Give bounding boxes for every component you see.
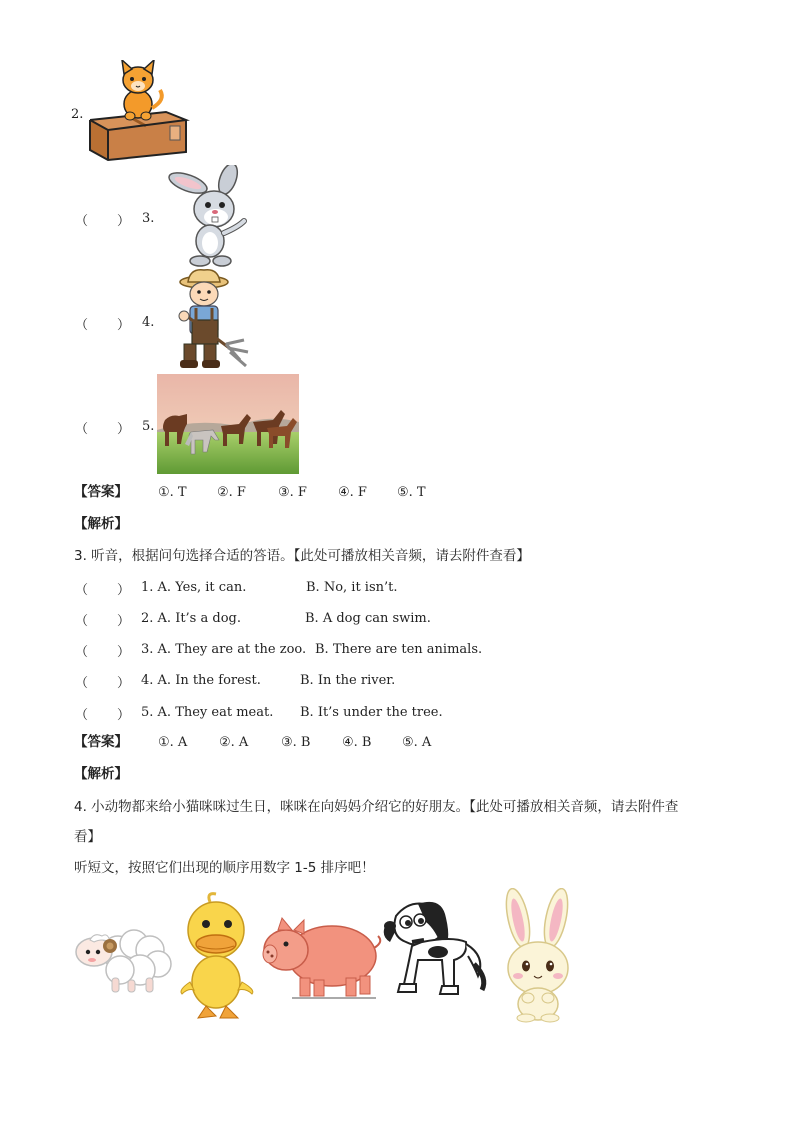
section-4-title: 4. 小动物都来给小猫咪咪过生日，咪咪在向妈妈介绍它的好朋友。【此处可播放相关音频，请去附件查: [74, 799, 679, 815]
section-4-title-continued: 看】: [74, 829, 101, 845]
rabbit-image: [166, 165, 250, 269]
answer-blank-close: ）: [117, 214, 131, 229]
answer-4: ④. F: [338, 485, 367, 500]
answer-label: 【答案】: [74, 734, 128, 750]
answer-blank-close: ）: [117, 614, 131, 629]
answer-3: ③. F: [278, 485, 307, 500]
item-number: 4.: [142, 315, 155, 330]
answer-blank-close: ）: [117, 676, 131, 691]
answer-blank-close: ）: [117, 422, 131, 437]
question-2-option-a: 2. A. It’s a dog.: [141, 611, 241, 626]
answer-blank-open: （: [75, 318, 89, 333]
answer-blank-open: （: [75, 583, 89, 598]
question-4-option-b: B. In the river.: [300, 673, 396, 688]
section-3-title: 3. 听音，根据问句选择合适的答语。【此处可播放相关音频，请去附件查看】: [74, 548, 530, 564]
answer-5: ⑤. A: [402, 735, 432, 750]
answer-blank-open: （: [75, 645, 89, 660]
answer-blank-open: （: [75, 708, 89, 723]
answer-3: ③. B: [281, 735, 311, 750]
answer-2: ②. A: [219, 735, 249, 750]
answer-blank-open: （: [75, 676, 89, 691]
dog-image: [382, 896, 494, 1014]
section-4-instruction: 听短文，按照它们出现的顺序用数字 1-5 排序吧！: [74, 860, 375, 876]
answer-1: ①. A: [158, 735, 188, 750]
answer-blank-open: （: [75, 214, 89, 229]
question-5-option-b: B. It’s under the tree.: [300, 705, 443, 720]
answer-blank-open: （: [75, 614, 89, 629]
question-5-option-a: 5. A. They eat meat.: [141, 705, 274, 720]
item-number: 3.: [142, 211, 155, 226]
item-number: 2.: [71, 107, 84, 122]
duck-image: [176, 890, 262, 1022]
sheep-image: [72, 912, 176, 996]
answer-blank-close: ）: [117, 318, 131, 333]
analysis-label: 【解析】: [74, 516, 128, 532]
answer-5: ⑤. T: [397, 485, 426, 500]
question-2-option-b: B. A dog can swim.: [305, 611, 431, 626]
answer-blank-close: ）: [117, 645, 131, 660]
cat-on-box-image: [86, 60, 190, 164]
pig-image: [262, 912, 386, 1002]
horses-image: [157, 374, 299, 474]
answer-2: ②. F: [217, 485, 246, 500]
item-number: 5.: [142, 419, 155, 434]
question-1-option-b: B. No, it isn’t.: [306, 580, 398, 595]
answer-4: ④. B: [342, 735, 372, 750]
answer-blank-open: （: [75, 422, 89, 437]
question-3-option-b: B. There are ten animals.: [315, 642, 483, 657]
farmer-image: [170, 268, 256, 372]
question-3-option-a: 3. A. They are at the zoo.: [141, 642, 307, 657]
question-4-option-a: 4. A. In the forest.: [141, 673, 261, 688]
analysis-label: 【解析】: [74, 766, 128, 782]
answer-label: 【答案】: [74, 484, 128, 500]
bunny-image: [490, 888, 586, 1024]
question-1-option-a: 1. A. Yes, it can.: [141, 580, 247, 595]
answer-blank-close: ）: [117, 708, 131, 723]
answer-1: ①. T: [158, 485, 187, 500]
answer-blank-close: ）: [117, 583, 131, 598]
